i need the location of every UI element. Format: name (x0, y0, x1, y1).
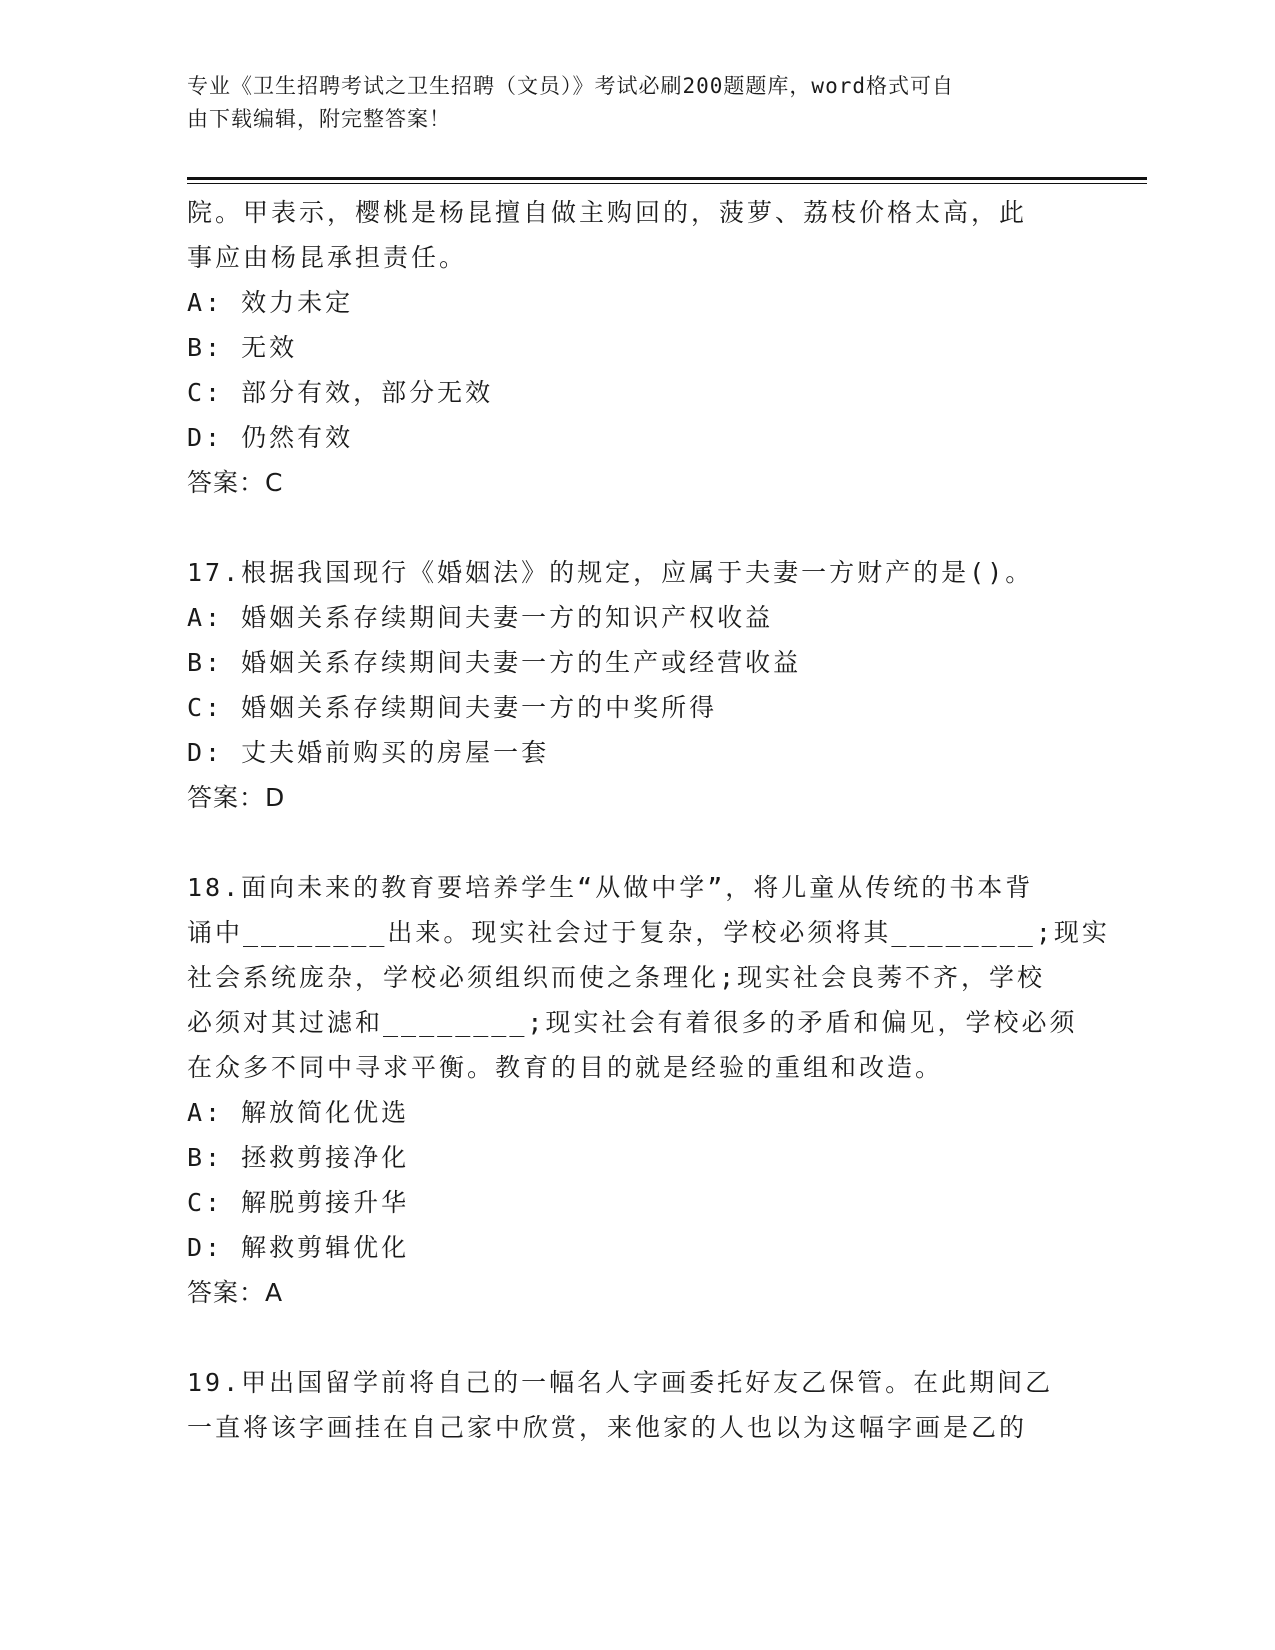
option-d: D: 解救剪辑优化 (187, 1233, 410, 1262)
question-text-line: 一直将该字画挂在自己家中欣赏，来他家的人也以为这幅字画是乙的 (187, 1413, 1028, 1442)
question-text-line: 19.甲出国留学前将自己的一幅名人字画委托好友乙保管。在此期间乙 (187, 1368, 1054, 1397)
option-a: A: 婚姻关系存续期间夫妻一方的知识产权收益 (187, 603, 774, 632)
question-text-line: 18.面向未来的教育要培养学生“从做中学”，将儿童从传统的书本背 (187, 873, 1034, 902)
question-list (187, 190, 1110, 1450)
answer-line: 答案：D (187, 783, 286, 812)
question-block-17 (187, 550, 1067, 820)
question-text-line: 17.根据我国现行《婚姻法》的规定，应属于夫妻一方财产的是()。 (187, 558, 1034, 587)
option-d: D: 仍然有效 (187, 423, 354, 452)
question-text-line: 在众多不同中寻求平衡。教育的目的就是经验的重组和改造。 (187, 1053, 944, 1082)
question-block-19 (187, 1360, 1067, 1450)
option-b: B: 无效 (187, 333, 298, 362)
header-divider-thin (187, 183, 1147, 184)
option-b: B: 拯救剪接净化 (187, 1143, 410, 1172)
question-block-16 (187, 190, 1067, 505)
question-text-line: 诵中________出来。现实社会过于复杂，学校必须将其________;现实 (187, 918, 1110, 947)
option-b: B: 婚姻关系存续期间夫妻一方的生产或经营收益 (187, 648, 802, 677)
question-text-line: 院。甲表示，樱桃是杨昆擅自做主购回的，菠萝、荔枝价格太高，此 (187, 198, 1028, 227)
option-c: C: 解脱剪接升华 (187, 1188, 410, 1217)
question-text-line: 事应由杨昆承担责任。 (187, 243, 468, 272)
question-text-line: 必须对其过滤和________;现实社会有着很多的矛盾和偏见，学校必须 (187, 1008, 1078, 1037)
option-d: D: 丈夫婚前购买的房屋一套 (187, 738, 550, 767)
option-c: C: 部分有效，部分无效 (187, 378, 494, 407)
question-block-18 (187, 865, 1110, 1315)
option-a: A: 解放简化优选 (187, 1098, 410, 1127)
option-a: A: 效力未定 (187, 288, 354, 317)
document-header (187, 70, 1067, 136)
question-text-line: 社会系统庞杂，学校必须组织而使之条理化;现实社会良莠不齐，学校 (187, 963, 1046, 992)
answer-line: 答案：C (187, 468, 284, 497)
header-divider-thick (187, 177, 1147, 180)
answer-line: 答案：A (187, 1278, 284, 1307)
header-line-1: 专业《卫生招聘考试之卫生招聘（文员）》考试必刷200题题库，word格式可自 (187, 74, 954, 98)
option-c: C: 婚姻关系存续期间夫妻一方的中奖所得 (187, 693, 718, 722)
header-line-2: 由下载编辑，附完整答案！ (187, 107, 451, 131)
